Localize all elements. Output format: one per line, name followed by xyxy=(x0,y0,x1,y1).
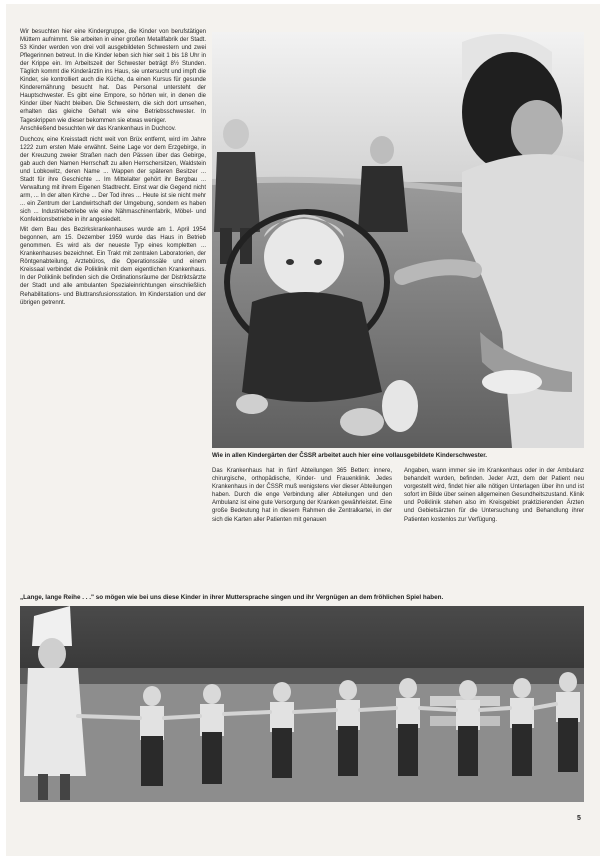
article-paragraph: Anschließend besuchten wir das Krankenhaus in Duchcov. xyxy=(20,125,176,132)
article-paragraph: Mit dem Bau des Bezirkskrankenhauses wurde am 1. April 1954 begonnen, am 15. Dezember 1959 wurde das Haus in Betrieb genommen. Es wird als der neueste Typ eines kompletten ... Krankenhauses bezeichnet. Ein Trakt mit zentralen Laboratorien, der Röntgenabteilung, Arztebüros, die Operationssäle und einem Kreissaal verbindet die Poliklinik mit dem eigentlichen Krankenhaus. In der Poliklinik befinden sich die Ordinationsräume der Distriktsärzte der Stadt und alle ambulanten Spezialeinrichtungen einschließlich Rehabilitations- und Bluttransfusionsstation. Im Kinderstation und der übrigen getrennt. xyxy=(20,227,206,306)
bottom-photo-caption: „Lange, lange Reihe . . ." so mögen wie bei uns diese Kinder in ihrer Muttersprache singen und ihr Vergnügen an dem fröhlichen Spiel haben. xyxy=(20,594,444,601)
article-left-column xyxy=(20,28,206,309)
page-number: 5 xyxy=(577,815,581,822)
article-right-column xyxy=(404,467,584,524)
photo-nurse-with-child-and-hoop xyxy=(212,32,584,448)
article-paragraph: Angaben, wann immer sie im Krankenhaus oder in der Ambulanz behandelt wurden, befinden. Jeder Arzt, dem der Patient neu vorgestellt wird, findet hier alle nötigen Unterlagen über ihn und ist sofort im Bilde über seinen allgemeinen Gesundheitszustand. Klinik und Poliklinik stehen also im Kreisgebiet praktizierenden Ärzten und Gebietsärzten für die Untersuchung und Behandlung ihrer Patienten kostenlos zur Verfügung. xyxy=(404,468,584,523)
article-middle-column xyxy=(212,467,392,524)
photo-children-line-game xyxy=(20,606,584,802)
top-photo-caption: Wie in allen Kindergärten der ČSSR arbeitet auch hier eine vollausgebildete Kinderschwester. xyxy=(212,452,488,459)
article-paragraph: Wir besuchten hier eine Kindergruppe, die Kinder von berufstätigen Müttern aufnimmt. Sie arbeiten in einer großen Metallfabrik der Stadt. 53 Kinder werden von drei voll ausgebildeten Schwestern und zwei Pflegerinnen betreut. In die Kinder leben sich hier seit 1 bis 18 Uhr in der Krippe ein. Im Arbeitszeit der Schwester beträgt 8½ Stunden. Täglich kommt die Kinderärztin ins Haus, sie untersucht und impft die Kinder, sie kontrolliert auch die Küche, da einen Kursus für gesunde Kinderernährung besucht hat. Das Personal untersteht der Hauptschwester. Es gibt eine Empore, so hörten wir, in denen die Kinder über Nacht bleiben. Die Schwestern, die sich dort umsehen, erhalten das gleiche Gehalt wie eine Betriebsschwester. In Tageskrippen wie dieser bekommen sie etwas weniger. xyxy=(20,29,206,124)
article-paragraph: Duchcov, eine Kreisstadt nicht weit von Brüx entfernt, wird im Jahre 1222 zum ersten Male erwähnt. Seine Lage vor dem Erzgebirge, in der Kreuzung zweier Straßen nach den Pässen über das Gebirge, gab auch den Namen Herrschaft zu allen Herrschersitzen, Waldstein und Lobkowitz, deren Name ... Wappen der späteren Besitzer ... Stadt für ihre Geschichte ... Im Mittelalter gehört ihr Bergbau ... Verwaltung mit ihrem Eigenen Stadtrecht. Einst war die Gegend nicht arm, ... In der alten Kirche ... Der Tod ihres ... Heute ist sie nicht mehr ... ein Zentrum der Landwirtschaft der Umgebung, sondern es haben sich ... Industriebetriebe wie eine Nähmaschinenfabrik, Möbel- und Konfektionsbetriebe in ihr angesiedelt. xyxy=(20,136,206,224)
article-paragraph: Das Krankenhaus hat in fünf Abteilungen 365 Betten: innere, chirurgische, orthopädische, Kinder- und Frauenklinik. Jedes Krankenhaus in der ČSSR muß wenigstens vier dieser Abteilungen haben. Durch die enge Verbindung aller Abteilungen und den Ambulanz ist eine gute Versorgung der Kranken gewährleistet. Eine große Bedeutung hat in diesem Rahmen die Zentralkartei, in der sich die Karten aller Patienten mit genauen xyxy=(212,468,392,523)
